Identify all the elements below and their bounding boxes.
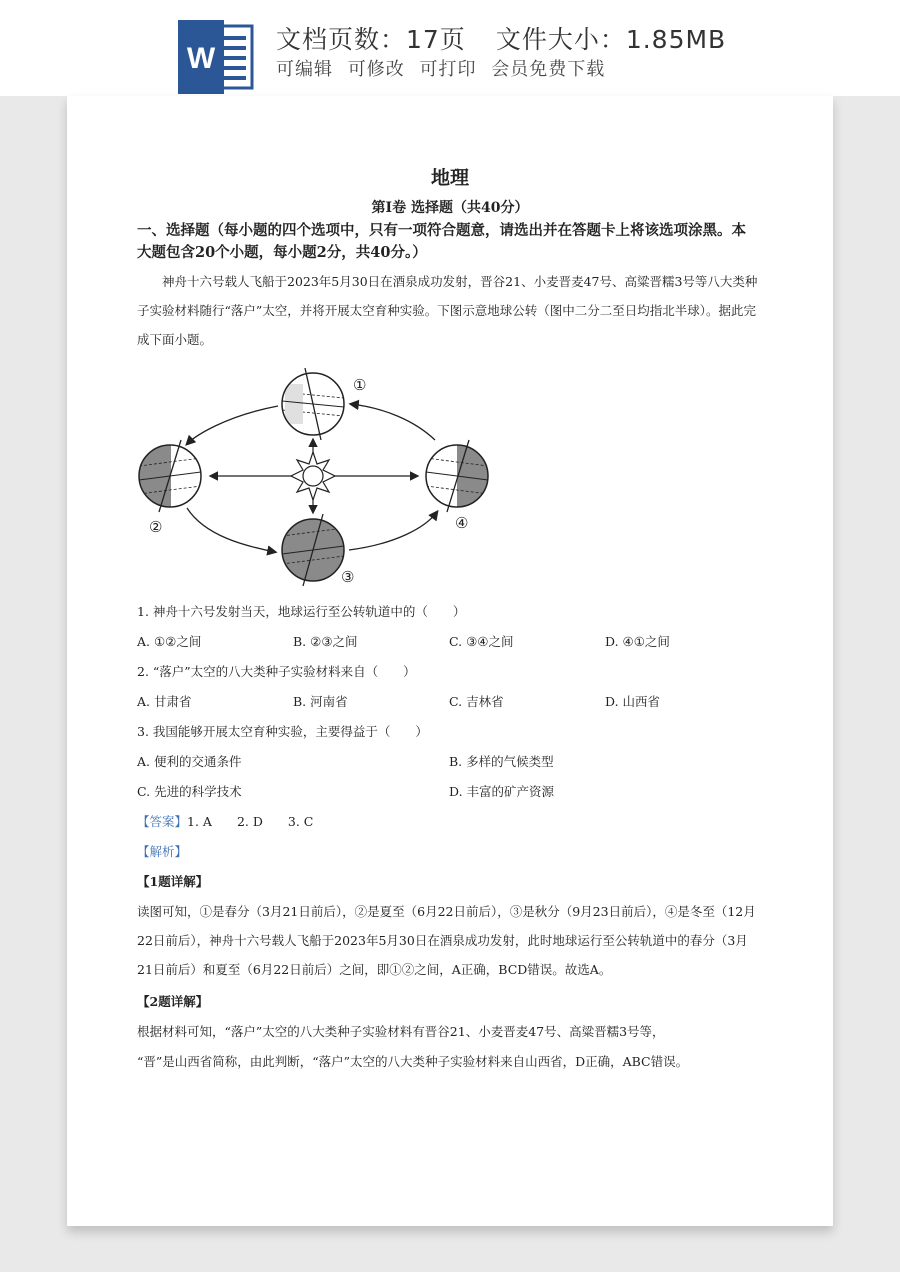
document-page <box>67 96 833 1226</box>
answer-tag: 【答案】 <box>137 814 188 829</box>
earth-position-4 <box>426 440 488 532</box>
file-size: 文件大小：1.85MB <box>495 25 727 54</box>
q3-option-c: C. 先进的科学技术 <box>137 784 242 799</box>
answer-text: 1. A 2. D 3. C <box>187 814 314 829</box>
analysis-tag: 【解析】 <box>137 844 188 859</box>
download-banner <box>0 0 900 96</box>
feature-printable: 可打印 <box>419 59 477 80</box>
page-count: 文档页数：17页 <box>276 25 466 54</box>
q2-option-d: D. 山西省 <box>605 694 661 709</box>
word-document-icon <box>178 20 258 94</box>
detail-2-line-2: “晋”是山西省简称，由此判断，“落户”太空的八大类种子实验材料来自山西省，D正确，ABC错误。 <box>137 1054 689 1069</box>
detail-2-heading: 【2题详解】 <box>137 994 209 1009</box>
section-title: 第Ⅰ卷 选择题（共40分） <box>371 200 529 216</box>
feature-editable: 可编辑 <box>276 59 333 80</box>
part-heading: 一、选择题（每小题的四个选项中，只有一项符合题意，请选出并在答题卡上将该选项涂黑。本大题包含20个小题，每小题2分，共40分。） <box>137 222 746 261</box>
earth-position-3 <box>282 514 354 586</box>
q3-option-d: D. 丰富的矿产资源 <box>449 784 555 799</box>
q2-option-c: C. 吉林省 <box>449 694 504 709</box>
q3-option-a: A. 便利的交通条件 <box>137 754 242 769</box>
q1-option-b: B. ②③之间 <box>293 634 358 649</box>
label-4: ④ <box>455 514 469 532</box>
sun-icon <box>291 452 335 500</box>
q2-option-b: B. 河南省 <box>293 694 348 709</box>
document-title: 地理 <box>430 167 469 189</box>
question-3: 3. 我国能够开展太空育种实验，主要得益于（ ） <box>137 724 428 739</box>
feature-list <box>276 55 613 81</box>
label-3: ③ <box>341 568 355 586</box>
detail-1-heading: 【1题详解】 <box>137 874 209 889</box>
q1-option-d: D. ④①之间 <box>605 634 670 649</box>
q1-option-c: C. ③④之间 <box>449 634 514 649</box>
question-1: 1. 神舟十六号发射当天，地球运行至公转轨道中的（ ） <box>137 604 466 619</box>
feature-member-download: 会员免费下载 <box>491 59 606 80</box>
detail-2-line-1: 根据材料可知，“落户”太空的八大类种子实验材料有晋谷21、小麦晋麦47号、高粱晋糯3号等， <box>137 1024 665 1039</box>
q1-option-a: A. ①②之间 <box>137 634 202 649</box>
feature-modifiable: 可修改 <box>347 59 405 80</box>
label-2: ② <box>149 518 163 536</box>
word-icon-letter: W <box>186 42 216 75</box>
q3-option-b: B. 多样的气候类型 <box>449 754 554 769</box>
answer-line <box>137 812 313 830</box>
earth-position-2 <box>139 440 201 536</box>
detail-1-text: 读图可知，①是春分（3月21日前后），②是夏至（6月22日前后），③是秋分（9月23日前后），④是冬至（12月22日前后），神舟十六号载人飞船于2023年5月30日在酒泉成功发射，此时地球运行至公转轨道中的春分（3月21日前后）和夏至（6月22日前后）之间，即①②之间，A正确，BCD错误。故选A。 <box>137 904 756 977</box>
earth-revolution-diagram <box>135 366 495 588</box>
question-2: 2. “落户”太空的八大类种子实验材料来自（ ） <box>137 664 416 679</box>
file-info <box>276 20 726 56</box>
intro-paragraph: 神舟十六号载人飞船于2023年5月30日在酒泉成功发射，晋谷21、小麦晋麦47号、高粱晋糯3号等八大类种子实验材料随行“落户”太空，并将开展太空育种实验。下图示意地球公转（图中二分二至日均指北半球）。据此完成下面小题。 <box>137 274 758 347</box>
label-1: ① <box>353 376 367 394</box>
q2-option-a: A. 甘肃省 <box>137 694 192 709</box>
